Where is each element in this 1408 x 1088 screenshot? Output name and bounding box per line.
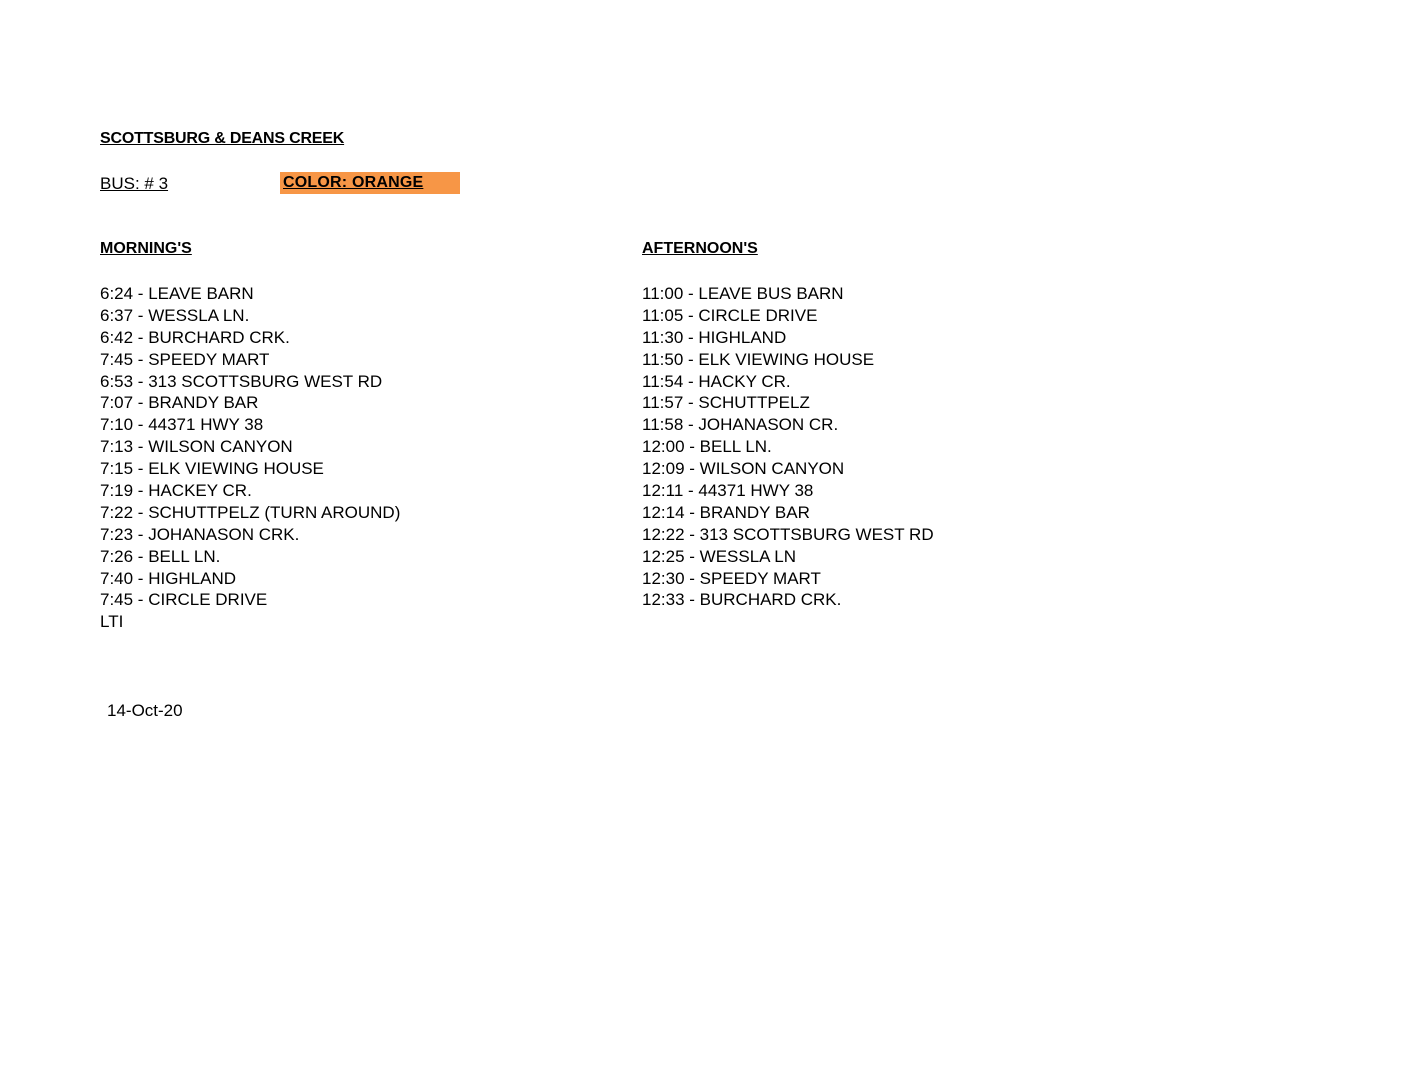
morning-heading: MORNING'S xyxy=(100,240,192,257)
morning-stop: 7:22 - SCHUTTPELZ (TURN AROUND) xyxy=(100,502,401,522)
morning-stop: 6:24 - LEAVE BARN xyxy=(100,284,254,303)
afternoon-stop: 12:33 - BURCHARD CRK. xyxy=(642,590,842,610)
afternoon-schedule-list xyxy=(642,283,934,611)
afternoon-stop: 11:57 - SCHUTTPELZ xyxy=(642,393,810,413)
afternoon-stop: 12:09 - WILSON CANYON xyxy=(642,459,845,479)
morning-schedule-list xyxy=(100,283,400,633)
afternoon-stop: 12:30 - SPEEDY MART xyxy=(642,568,821,588)
afternoon-stop: 11:05 - CIRCLE DRIVE xyxy=(642,305,818,325)
morning-stop: 7:23 - JOHANASON CRK. xyxy=(100,524,300,544)
morning-stop: LTI xyxy=(100,612,124,632)
page-title: SCOTTSBURG & DEANS CREEK xyxy=(100,130,345,147)
afternoon-stop: 12:22 - 313 SCOTTSBURG WEST RD xyxy=(642,524,934,544)
afternoon-stop: 12:25 - WESSLA LN xyxy=(642,546,797,566)
afternoon-stop: 11:30 - HIGHLAND xyxy=(642,327,787,347)
morning-stop: 7:40 - HIGHLAND xyxy=(100,568,237,588)
morning-stop: 7:19 - HACKEY CR. xyxy=(100,481,252,501)
afternoon-heading: AFTERNOON'S xyxy=(642,240,758,257)
morning-stop: 7:10 - 44371 HWY 38 xyxy=(100,415,264,435)
afternoon-stop: 12:00 - BELL LN. xyxy=(642,437,772,457)
document-date: 14-Oct-20 xyxy=(107,701,183,720)
bus-number-label: BUS: # 3 xyxy=(100,174,169,193)
morning-stop: 6:37 - WESSLA LN. xyxy=(100,305,250,325)
afternoon-stop: 12:11 - 44371 HWY 38 xyxy=(642,481,814,501)
afternoon-stop: 11:54 - HACKY CR. xyxy=(642,371,791,391)
afternoon-stop: 11:50 - ELK VIEWING HOUSE xyxy=(642,349,875,369)
morning-stop: 7:45 - CIRCLE DRIVE xyxy=(100,590,268,610)
afternoon-stop: 11:58 - JOHANASON CR. xyxy=(642,415,839,435)
morning-stop: 7:26 - BELL LN. xyxy=(100,546,221,566)
morning-stop: 7:45 - SPEEDY MART xyxy=(100,349,270,369)
bus-color-label: COLOR: ORANGE xyxy=(283,174,424,191)
afternoon-stop: 11:00 - LEAVE BUS BARN xyxy=(642,284,844,303)
morning-stop: 6:53 - 313 SCOTTSBURG WEST RD xyxy=(100,371,383,391)
bus-color-badge xyxy=(280,172,460,194)
morning-stop: 7:13 - WILSON CANYON xyxy=(100,437,293,457)
morning-stop: 7:15 - ELK VIEWING HOUSE xyxy=(100,459,324,479)
afternoon-stop: 12:14 - BRANDY BAR xyxy=(642,502,810,522)
morning-stop: 6:42 - BURCHARD CRK. xyxy=(100,327,290,347)
morning-stop: 7:07 - BRANDY BAR xyxy=(100,393,259,413)
